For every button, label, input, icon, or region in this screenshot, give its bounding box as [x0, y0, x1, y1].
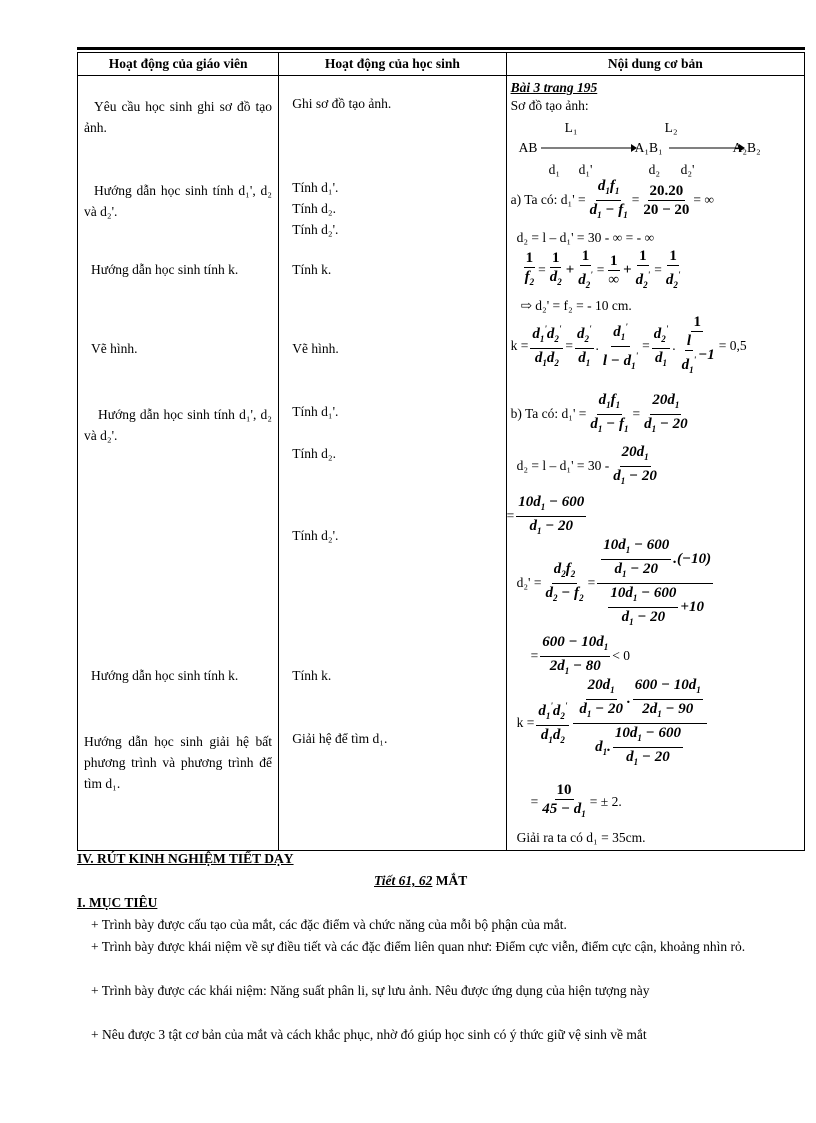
- student-column: [279, 76, 506, 851]
- exercise-heading: Bài 3 trang 195: [510, 80, 598, 95]
- image-a2b2: A₂B₂: [732, 140, 761, 155]
- student-step-2c: Tính d₂'.: [292, 222, 339, 237]
- formula-b-d2-text: d₂ = l – d₁' = 30 -: [516, 458, 610, 473]
- formula-b-d2: d₂ = l – d₁' = 30 - $\frac{20d_1}{d_1 - 20}$: [516, 443, 657, 486]
- formula-b-prefix: b) Ta có: d₁' =: [510, 406, 587, 421]
- formula-k-label: k =: [516, 715, 535, 730]
- lesson-number: Tiết 61, 62: [374, 873, 433, 888]
- header-content: Nội dung cơ bản: [506, 53, 804, 76]
- lens-1-label: L₁: [564, 120, 578, 135]
- image-a1b1: A₁B₁: [634, 140, 663, 155]
- top-rule: [77, 47, 805, 50]
- teacher-step-5: Hướng dẫn học sinh tính d₁', d₂ và d₂'.: [84, 407, 272, 443]
- student-step-4: Vẽ hình.: [292, 341, 339, 356]
- object-ab: AB: [518, 140, 538, 155]
- formula-b-d2-result: = $\frac{10d_1 - 600}{d_1 - 20}$: [506, 493, 585, 536]
- table-header-row: [78, 53, 805, 76]
- formula-d2p-value: ⇨ d₂' = f₂ = - 10 cm.: [520, 298, 632, 313]
- objective-item: + Nêu được 3 tật cơ bản của mắt và cách khắc phục, nhờ đó giúp học sinh có ý thức giữ vệ sinh về mắt: [91, 1027, 647, 1042]
- label-d1p: d₁': [578, 162, 593, 177]
- formula-a-result: = ∞: [693, 192, 715, 207]
- formula-k-a: k = $\frac{d_1'd_2'}{d_1d_2}$ = $\frac{d_2'}{d_1}$ . $\frac{d_1'}{l - d_1'}$ = $\frac{d_2'}{d_1}$ . 1 $\frac{l}{d_1'}$ −1 = 0,5: [510, 314, 747, 375]
- student-step-2b: Tính d₂.: [292, 201, 336, 216]
- student-step-6: Tính k.: [292, 668, 332, 683]
- arrow-1-icon: [541, 140, 637, 156]
- label-d2: d₂: [648, 162, 661, 177]
- lesson-name: MẮT: [435, 873, 468, 888]
- label-d2p: d₂': [680, 162, 695, 177]
- objectives-title: I. MỤC TIÊU: [77, 895, 158, 910]
- formula-b-d1p: b) Ta có: d₁' = $\frac{d_1f_1}{d_1 - f_1}$ = $\frac{20d_1}{d_1 - 20}$: [510, 391, 688, 434]
- formula-k-b-result: = $\frac{10}{45 - d_1}$ = ± 2.: [530, 782, 622, 819]
- formula-d2p-label: d₂' =: [516, 575, 542, 590]
- student-step-5b: Tính d₂.: [292, 446, 336, 461]
- diagram-label: Sơ đồ tạo ảnh:: [510, 98, 589, 113]
- header-teacher: Hoạt động của giáo viên: [78, 53, 279, 76]
- label-d1: d₁: [548, 162, 561, 177]
- formula-b-d2p-result: = $\frac{600 - 10d_1}{2d_1 - 80}$ < 0: [530, 633, 631, 676]
- final-answer: Giải ra ta có d₁ = 35cm.: [516, 830, 646, 845]
- objective-item: + Trình bày được cấu tạo của mắt, các đặc điểm và chức năng của mỗi bộ phận của mắt.: [91, 917, 567, 932]
- teacher-step-6: Hướng dẫn học sinh tính k.: [91, 668, 239, 683]
- lesson-heading: [374, 873, 467, 889]
- header-student: Hoạt động của học sinh: [279, 53, 506, 76]
- formula-a-d1p: a) Ta có: d₁' = $\frac{d_1f_1}{d_1 - f_1}$ = $\frac{20.20}{20 - 20}$ = ∞: [510, 177, 715, 220]
- student-step-3: Tính k.: [292, 262, 332, 277]
- content-column: [506, 76, 804, 851]
- student-step-7: Giải hệ để tìm d₁.: [292, 731, 388, 746]
- formula-lt0: < 0: [612, 648, 631, 663]
- formula-b-d2p: d₂' = $\frac{d_2f_2}{d_2 - f_2}$ = $\frac{10d_1 - 600}{d_1 - 20}$ .(−10) $\frac{10d_1 - 600}{d_1 - 20}$ +10: [516, 536, 712, 627]
- lesson-table: [77, 52, 805, 851]
- section-4-title: IV. RÚT KINH NGHIỆM TIẾT DẠY: [77, 851, 294, 866]
- formula-d2-inf: d₂ = l – d₁' = 30 - ∞ = - ∞: [516, 230, 655, 245]
- teacher-step-4: Vẽ hình.: [91, 341, 138, 356]
- formula-k-b: k = $\frac{d_1'd_2'}{d_1d_2}$ $\frac{20d_1}{d_1 - 20}$ . $\frac{600 - 10d_1}{2d_1 - 90}$ $d_1$. $\frac{10d_1 - 600}{d_1 - 20}$: [517, 682, 709, 764]
- formula-lens-eq: $\frac{1}{f_2}$ = $\frac{1}{d_2}$ + $\frac{1}{d_2'}$ = $\frac{1}{\infty}$ + $\frac{1}{d_2'}$ = $\frac{1}{d_2'}$: [524, 247, 681, 290]
- formula-pm2: = ± 2.: [589, 794, 622, 809]
- teacher-step-7: Hướng dẫn học sinh giải hệ bất phương trình và phương trình để tìm d₁.: [84, 734, 272, 791]
- formula-a-prefix: a) Ta có: d₁' =: [510, 192, 586, 207]
- teacher-step-2: Hướng dẫn học sinh tính d₁', d₂ và d₂'.: [84, 183, 272, 219]
- formula-k-a-result: = 0,5: [718, 338, 747, 353]
- table-body-row: [78, 76, 805, 851]
- objective-item: + Trình bày được các khái niệm: Năng suất phân li, sự lưu ảnh. Nêu được ứng dụng của hiện tượng này: [91, 983, 650, 998]
- objective-item: + Trình bày được khái niệm về sự điều tiết và các đặc điểm liên quan như: Điểm cực viễn, điểm cực cận, khoảng nhìn rỏ.: [91, 939, 746, 954]
- lens-2-label: L₂: [664, 120, 678, 135]
- student-step-5a: Tính d₁'.: [292, 404, 339, 419]
- student-step-5c: Tính d₂'.: [292, 528, 339, 543]
- student-step-1: Ghi sơ đồ tạo ảnh.: [292, 96, 392, 111]
- student-step-2a: Tính d₁'.: [292, 180, 339, 195]
- teacher-step-1: Yêu cầu học sinh ghi sơ đồ tạo ảnh.: [84, 99, 272, 135]
- teacher-column: [78, 76, 279, 851]
- teacher-step-3: Hướng dẫn học sinh tính k.: [91, 262, 239, 277]
